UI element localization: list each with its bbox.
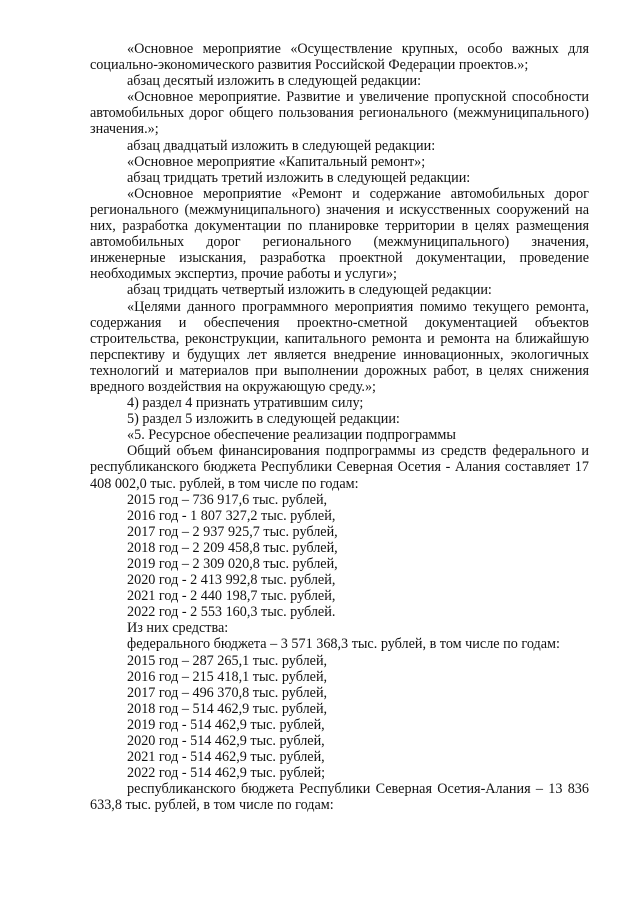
total-year-line: 2020 год - 2 413 992,8 тыс. рублей, xyxy=(127,572,336,589)
federal-year-line: 2018 год – 514 462,9 тыс. рублей, xyxy=(127,700,328,717)
total-year-line: 2017 год – 2 937 925,7 тыс. рублей, xyxy=(127,523,338,540)
document-body xyxy=(90,41,589,814)
federal-year-line: 2017 год – 496 370,8 тыс. рублей, xyxy=(127,684,328,701)
of-which-label: Из них средства: xyxy=(127,620,229,637)
federal-year-line: 2019 год - 514 462,9 тыс. рублей, xyxy=(127,716,325,733)
total-year-line: 2018 год – 2 209 458,8 тыс. рублей, xyxy=(127,539,338,556)
federal-year-line: 2016 год – 215 418,1 тыс. рублей, xyxy=(127,668,328,685)
paragraph-goals: «Целями данного программного мероприятия помимо текущего ремонта, содержания и обеспечения проектно-сметной документацией объектов строительства, реконструкции, капитального ремонта и ремонта на ближайшую перспективу и будущих лет является внедрение инновационных, экологичных технологий и материалов при выполнении дорожных работ, в целях снижения вредного воздействия на окружающую среду.»; xyxy=(90,298,589,395)
paragraph-main-event-capital-repair: «Основное мероприятие «Капитальный ремонт»; xyxy=(127,153,426,170)
total-year-line: 2016 год - 1 807 327,2 тыс. рублей, xyxy=(127,507,336,524)
paragraph-amend-thirty-fourth: абзац тридцать четвертый изложить в следующей редакции: xyxy=(127,282,492,299)
federal-year-line: 2020 год - 514 462,9 тыс. рублей, xyxy=(127,733,325,750)
paragraph-amend-tenth: абзац десятый изложить в следующей редакции: xyxy=(127,73,422,90)
total-year-line: 2019 год – 2 309 020,8 тыс. рублей, xyxy=(127,556,338,572)
federal-year-line: 2015 год – 287 265,1 тыс. рублей, xyxy=(127,652,328,669)
total-by-year-list xyxy=(90,492,589,621)
section-5-heading: «5. Ресурсное обеспечение реализации подпрограммы xyxy=(127,427,456,444)
total-year-line: 2021 год - 2 440 198,7 тыс. рублей, xyxy=(127,588,336,605)
paragraph-section-5: 5) раздел 5 изложить в следующей редакции: xyxy=(127,411,400,428)
paragraph-main-event-major-projects: «Основное мероприятие «Осуществление крупных, особо важных для социально-экономического развития Российской Федерации проектов.»; xyxy=(90,41,589,74)
paragraph-main-event-road-capacity: «Основное мероприятие. Развитие и увеличение пропускной способности автомобильных дорог общего пользования регионального (межмуниципального) значения.»; xyxy=(90,89,589,138)
federal-by-year-list xyxy=(90,653,589,782)
federal-year-line: 2022 год - 514 462,9 тыс. рублей; xyxy=(127,765,326,782)
total-year-line: 2022 год - 2 553 160,3 тыс. рублей. xyxy=(127,604,336,621)
federal-budget-intro: федерального бюджета – 3 571 368,3 тыс. рублей, в том числе по годам: xyxy=(127,636,560,653)
paragraph-main-event-road-repair: «Основное мероприятие «Ремонт и содержание автомобильных дорог регионального (межмуниципального) значения и искусственных сооружений на них, разработка документации по планировке территории в целях размещения автомобильных дорог регионального (межмуниципального) значения, инженерные изыскания, разработка проектной документации, проведение необходимых экспертиз, прочие работы и услуги»; xyxy=(90,185,589,283)
republican-budget-intro: республиканского бюджета Республики Северная Осетия-Алания – 13 836 633,8 тыс. рублей, в том числе по годам: xyxy=(90,781,589,814)
paragraph-amend-twentieth: абзац двадцатый изложить в следующей редакции: xyxy=(127,137,436,154)
paragraph-section-4: 4) раздел 4 признать утратившим силу; xyxy=(127,395,364,412)
paragraph-amend-thirty-third: абзац тридцать третий изложить в следующей редакции: xyxy=(127,169,471,186)
total-year-line: 2015 год – 736 917,6 тыс. рублей, xyxy=(127,491,328,508)
federal-year-line: 2021 год - 514 462,9 тыс. рублей, xyxy=(127,749,325,766)
paragraph-total-financing: Общий объем финансирования подпрограммы из средств федерального и республиканского бюджета Республики Северная Осетия - Алания составляет 17 408 002,0 тыс. рублей, в том числе по годам: xyxy=(90,443,589,492)
